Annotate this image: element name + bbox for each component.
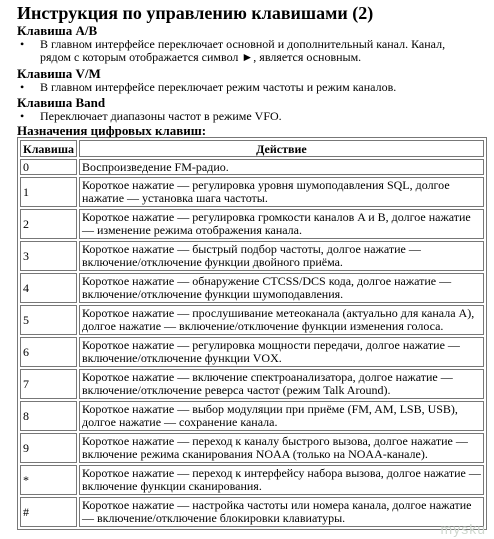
- action-line: — включение/отключение блокировки клавиатуры.: [81, 511, 346, 525]
- action-line: Короткое нажатие — прослушивание метеоканала (актуально для канала A),: [81, 306, 475, 320]
- bullet-vm-line-1: • В главном интерфейсе переключает режим частоты и режим каналов.: [40, 80, 397, 94]
- action-line: включение/отключение функции VOX.: [81, 351, 282, 365]
- action-line: включение режима сканирования NOAA (только на NOAA-канале).: [81, 447, 428, 461]
- action-cell: [79, 369, 484, 399]
- table-row: [20, 159, 484, 175]
- key-cell: 4: [20, 273, 77, 303]
- action-line: включение/отключение функции шумоподавления.: [81, 287, 344, 301]
- action-cell: [79, 465, 484, 495]
- bullet-ab: [40, 38, 445, 64]
- table-row: [20, 465, 484, 495]
- action-line: Воспроизведение FM-радио.: [81, 159, 229, 174]
- key-cell: 7: [20, 369, 77, 399]
- section-heading-ab: Клавиша A/B: [17, 23, 98, 38]
- bullet-vm: [40, 81, 396, 94]
- action-cell: [79, 401, 484, 431]
- action-line: долгое нажатие — включение/отключение функции изменения голоса.: [81, 319, 444, 333]
- header-action: Действие: [79, 140, 484, 157]
- bullet-band-line-1: • Переключает диапазоны частот в режиме VFO.: [40, 109, 282, 123]
- key-cell: 2: [20, 209, 77, 239]
- key-cell: 0: [20, 159, 77, 175]
- action-line: нажатие — установка шага частоты.: [81, 191, 268, 205]
- key-cell: 6: [20, 337, 77, 367]
- bullet-ab-line-1: • В главном интерфейсе переключает основной и дополнительный канал. Канал,: [40, 37, 446, 51]
- action-line: включение функции сканирования.: [81, 479, 262, 493]
- action-cell: [79, 177, 484, 207]
- action-cell: [79, 209, 484, 239]
- action-line: Короткое нажатие — включение спектроанализатора, долгое нажатие —: [81, 370, 453, 384]
- action-line: включение/отключение функции двойного приёма.: [81, 255, 343, 269]
- key-cell: 3: [20, 241, 77, 271]
- action-line: Короткое нажатие — быстрый подбор частоты, долгое нажатие —: [81, 242, 421, 256]
- section-heading-vm: Клавиша V/M: [17, 66, 101, 81]
- action-cell: [79, 305, 484, 335]
- action-line: Короткое нажатие — переход к каналу быстрого вызова, долгое нажатие —: [81, 434, 468, 448]
- table-row: [20, 305, 484, 335]
- table-row: [20, 337, 484, 367]
- action-line: Короткое нажатие — настройка частоты или номера канала, долгое нажатие: [81, 498, 472, 512]
- table-row: [20, 401, 484, 431]
- key-cell: 1: [20, 177, 77, 207]
- table-row: [20, 497, 484, 527]
- action-line: — изменение режима отображения канала.: [81, 223, 302, 237]
- action-cell: [79, 241, 484, 271]
- digit-keys-table: [17, 137, 487, 530]
- table-header-row: [20, 140, 484, 157]
- key-cell: #: [20, 497, 77, 527]
- bullet-band: [40, 110, 282, 123]
- action-cell: [79, 497, 484, 527]
- table-caption: Назначения цифровых клавиш:: [17, 123, 207, 138]
- table-row: [20, 209, 484, 239]
- key-cell: 8: [20, 401, 77, 431]
- action-line: Короткое нажатие — регулировка уровня шумоподавления SQL, долгое: [81, 178, 450, 192]
- watermark: mysku: [440, 521, 486, 537]
- header-key: Клавиша: [20, 140, 77, 157]
- action-line: Короткое нажатие — обнаружение CTCSS/DCS кода, долгое нажатие —: [81, 274, 452, 288]
- key-cell: 5: [20, 305, 77, 335]
- action-line: Короткое нажатие — регулировка громкости каналов A и B, долгое нажатие: [81, 210, 471, 224]
- key-cell: 9: [20, 433, 77, 463]
- action-line: Короткое нажатие — выбор модуляции при приёме (FM, AM, LSB, USB),: [81, 402, 458, 416]
- key-cell: *: [20, 465, 77, 495]
- action-line: включение/отключение реверса частот (режим Talk Around).: [81, 383, 391, 397]
- action-line: Короткое нажатие — регулировка мощности передачи, долгое нажатие —: [81, 338, 460, 352]
- action-cell: [79, 273, 484, 303]
- action-cell: [79, 159, 484, 175]
- table-row: [20, 241, 484, 271]
- section-heading-band: Клавиша Band: [17, 95, 106, 110]
- page-title: Инструкция по управлению клавишами (2): [17, 3, 374, 23]
- table-row: [20, 433, 484, 463]
- bullet-ab-line-2: рядом с которым отображается символ ►, является основным.: [40, 50, 362, 64]
- table-row: [20, 369, 484, 399]
- action-cell: [79, 433, 484, 463]
- table-row: [20, 273, 484, 303]
- action-line: Короткое нажатие — переход к интерфейсу набора вызова, долгое нажатие —: [81, 466, 481, 480]
- action-cell: [79, 337, 484, 367]
- action-line: долгое нажатие — сохранение канала.: [81, 415, 278, 429]
- table-row: [20, 177, 484, 207]
